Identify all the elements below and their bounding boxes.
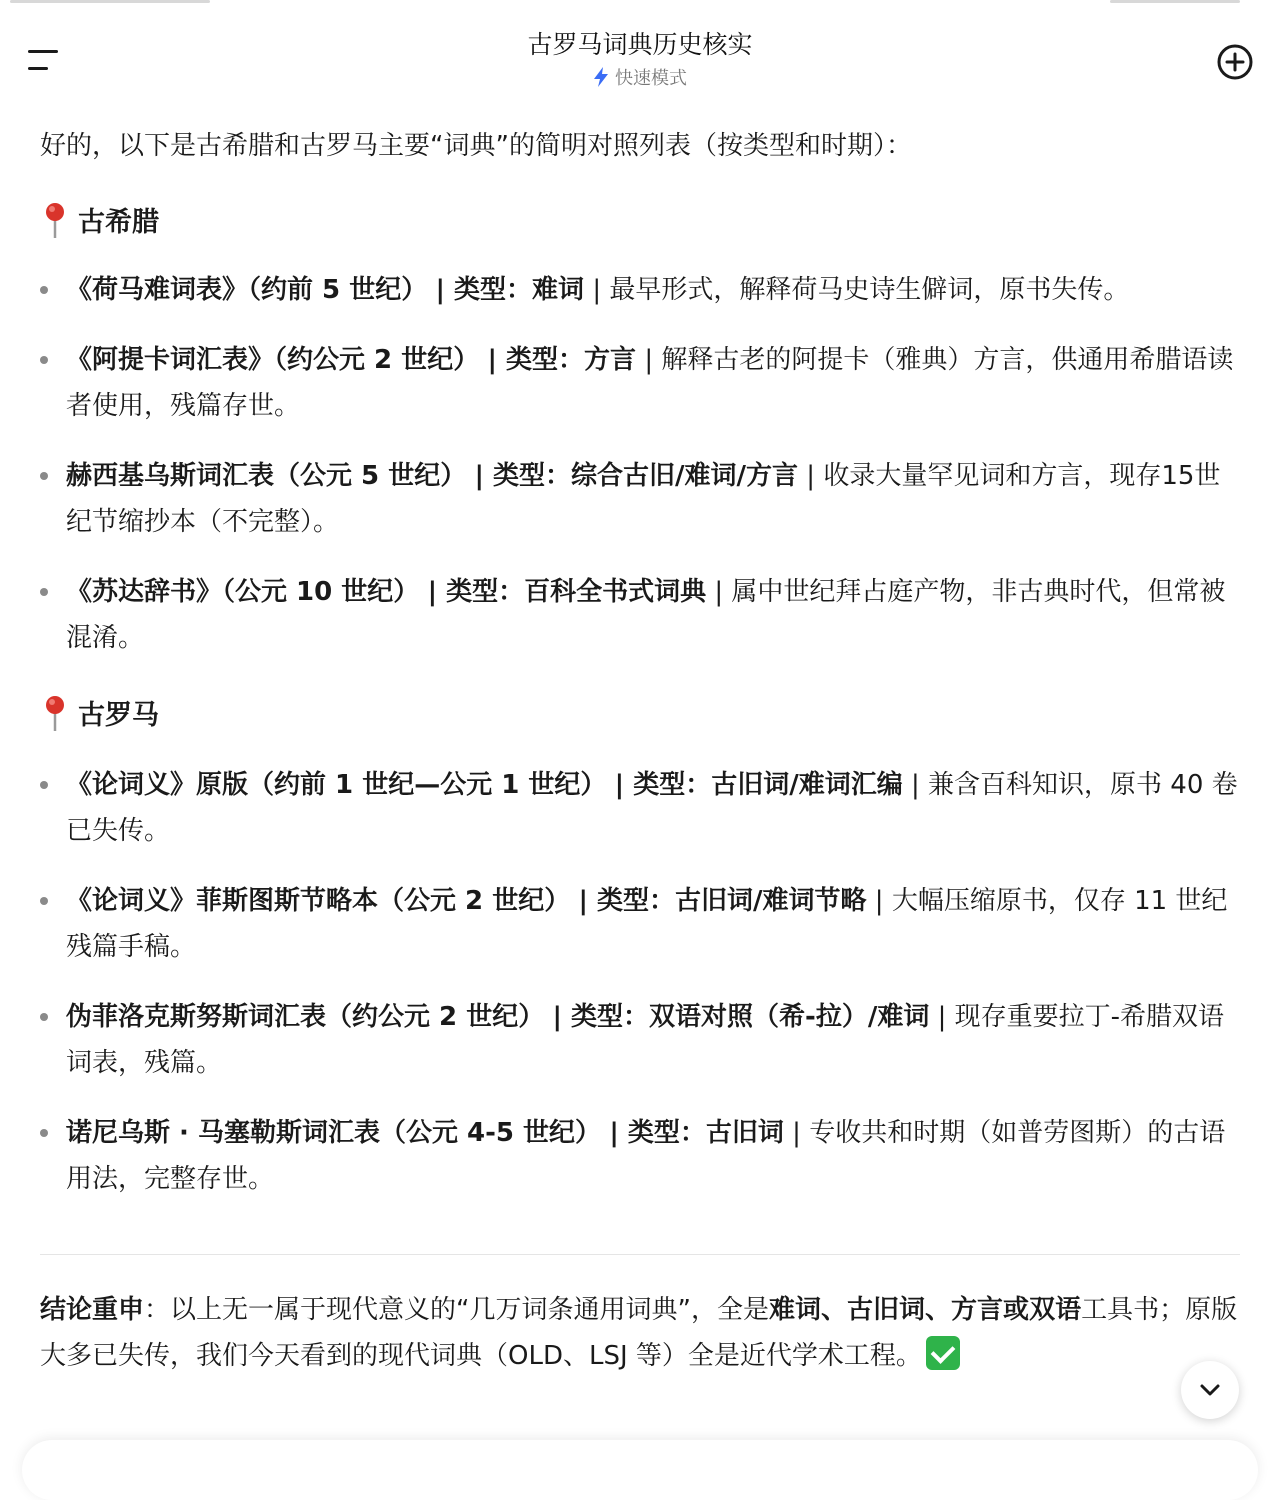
bullet-dot: [40, 1129, 48, 1137]
item-desc: | 解释古老的阿提卡（雅典）方言，供通用希腊语读者使用，残篇存世。: [66, 345, 1234, 421]
bullet-dot: [40, 1013, 48, 1021]
item-title: 《苏达辞书》（公元 10 世纪）: [66, 577, 420, 607]
item-desc: | 兼含百科知识，原书 40 卷已失传。: [66, 770, 1238, 846]
chat-title: 古罗马词典历史核实: [527, 30, 753, 59]
item-type-prefix: | 类型：: [614, 770, 712, 800]
bullet-dot: [40, 897, 48, 905]
message-content: [40, 122, 1240, 1379]
item-title: 诺尼乌斯 · 马塞勒斯词汇表（公元 4-5 世纪）: [66, 1118, 602, 1148]
list-rome: [40, 762, 1240, 1202]
section-heading-rome: [40, 693, 1240, 732]
item-title: 《荷马难词表》（约前 5 世纪）: [66, 275, 428, 305]
conclusion-label: 结论重申: [40, 1295, 145, 1325]
conclusion-emphasis: 方言: [951, 1295, 1004, 1325]
item-desc: | 收录大量罕见词和方言，现存15世纪节缩抄本（不完整）。: [66, 461, 1221, 537]
item-title: 《论词义》原版（约前 1 世纪—公元 1 世纪）: [66, 770, 607, 800]
item-type-prefix: | 类型：: [487, 345, 585, 375]
scroll-to-bottom-button[interactable]: [1181, 1361, 1239, 1419]
list-item: [40, 1110, 1240, 1202]
item-type-prefix: | 类型：: [609, 1118, 706, 1148]
item-type: 百科全书式词典: [524, 577, 707, 607]
item-type: 难词: [532, 275, 585, 305]
check-mark-button-icon: [926, 1336, 960, 1370]
item-type: 古旧词/难词汇编: [711, 770, 903, 800]
conclusion-separator: 或: [1003, 1295, 1030, 1325]
round-pushpin-icon: [40, 201, 70, 239]
bullet-dot: [40, 781, 48, 789]
item-title: 《阿提卡词汇表》（约公元 2 世纪）: [66, 345, 480, 375]
item-desc: | 专收共和时期（如普劳图斯）的古语用法，完整存世。: [66, 1118, 1226, 1194]
mode-label: 快速模式: [615, 68, 687, 89]
list-item: [40, 337, 1240, 429]
conclusion-emphasis: 难词: [768, 1295, 821, 1325]
message-input-bar[interactable]: [22, 1440, 1258, 1500]
list-item: [40, 878, 1240, 970]
title-area: [340, 28, 940, 91]
item-type: 古旧词/难词节略: [675, 886, 867, 916]
bullet-dot: [40, 286, 48, 294]
round-pushpin-icon: [40, 694, 70, 732]
item-desc: | 最早形式，解释荷马史诗生僻词，原书失传。: [592, 275, 1130, 305]
item-desc: | 现存重要拉丁-希腊双语词表，残篇。: [66, 1002, 1225, 1078]
item-type-prefix: | 类型：: [427, 577, 525, 607]
bullet-dot: [40, 356, 48, 364]
plus-circle-icon[interactable]: [1215, 42, 1255, 82]
conclusion-text: 工具书；原版大多已失传，我们今天看到的现代词典（OLD、LSJ 等）全是近代学术工程。: [40, 1295, 1238, 1371]
item-desc: | 大幅压缩原书，仅存 11 世纪残篇手稿。: [66, 886, 1228, 962]
item-title: 赫西基乌斯词汇表（公元 5 世纪）: [66, 461, 467, 491]
top-bar: [0, 0, 1280, 110]
bullet-dot: [40, 588, 48, 596]
divider: [40, 1254, 1240, 1255]
list-item: [40, 762, 1240, 854]
bullet-dot: [40, 472, 48, 480]
chevron-down-icon: [1198, 1379, 1222, 1401]
conclusion-separator: 、: [925, 1295, 952, 1325]
item-type-prefix: | 类型：: [552, 1002, 650, 1032]
conclusion-separator: 、: [820, 1295, 847, 1325]
menu-icon[interactable]: [22, 44, 64, 78]
list-greece: [40, 267, 1240, 661]
conclusion-paragraph: [40, 1287, 1240, 1379]
conclusion-emphasis: 双语: [1029, 1295, 1082, 1325]
item-type-prefix: | 类型：: [435, 275, 533, 305]
item-type: 综合古旧/难词/方言: [571, 461, 799, 491]
lightning-icon: [593, 67, 609, 87]
item-type: 双语对照（希-拉）/难词: [649, 1002, 930, 1032]
mode-indicator[interactable]: [593, 64, 687, 90]
conclusion-emphasis: 古旧词: [847, 1295, 926, 1325]
item-title: 《论词义》菲斯图斯节略本（公元 2 世纪）: [66, 886, 571, 916]
section-heading-greece: [40, 200, 1240, 239]
conclusion-text: ：以上无一属于现代意义的“几万词条通用词典”，全是: [144, 1295, 769, 1325]
list-item: [40, 267, 1240, 313]
list-item: [40, 453, 1240, 545]
item-type: 方言: [584, 345, 637, 375]
item-title: 伪菲洛克斯努斯词汇表（约公元 2 世纪）: [66, 1002, 545, 1032]
list-item: [40, 994, 1240, 1086]
intro-text: 好的，以下是古希腊和古罗马主要“词典”的简明对照列表（按类型和时期）：: [40, 131, 912, 161]
list-item: [40, 569, 1240, 661]
item-type-prefix: | 类型：: [578, 886, 676, 916]
section-heading-label: 古希腊: [78, 207, 159, 238]
item-type: 古旧词: [705, 1118, 784, 1148]
section-heading-label: 古罗马: [78, 700, 159, 731]
item-type-prefix: | 类型：: [474, 461, 572, 491]
item-desc: | 属中世纪拜占庭产物，非古典时代，但常被混淆。: [66, 577, 1226, 653]
